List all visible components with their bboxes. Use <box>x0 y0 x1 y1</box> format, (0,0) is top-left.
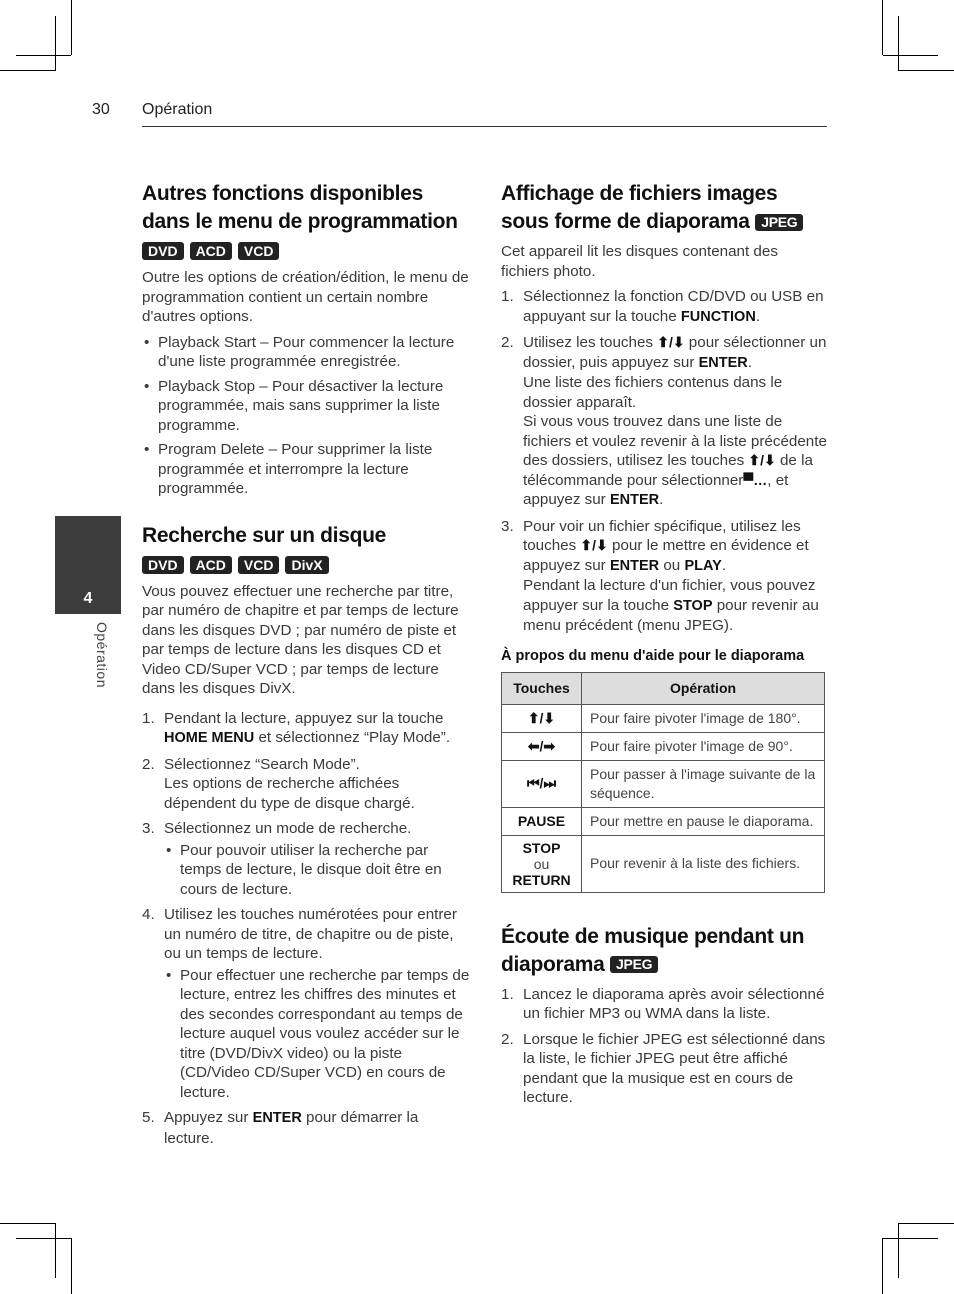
step-text: Lorsque le fichier JPEG est sélectionné dans la liste, le fichier JPEG peut être affiché pendant que la musique est en cours de lecture. <box>523 1030 826 1106</box>
crop-mark <box>882 1238 883 1294</box>
key-separator: ou <box>533 855 550 872</box>
disc-badge: DVD <box>142 556 184 574</box>
list-item <box>501 1030 829 1108</box>
step-number: 3. <box>142 820 155 837</box>
header-rule <box>142 126 827 127</box>
bullet-list <box>142 333 472 499</box>
format-badge: JPEG <box>755 214 803 231</box>
table-row <box>502 704 825 732</box>
disc-badge: ACD <box>190 556 232 574</box>
value-cell: Pour faire pivoter l'image de 90°. <box>582 732 825 760</box>
page-number: 30 <box>92 101 110 118</box>
section-title <box>501 180 829 236</box>
step-text: Si vous vous trouvez dans une liste de fichiers et voulez revenir à la liste précédente des dossiers, utilisez les touches <box>523 413 827 469</box>
crop-mark <box>0 70 55 71</box>
key-label: ENTER <box>698 354 748 371</box>
crop-mark <box>16 1238 71 1239</box>
step-text: Utilisez les touches <box>523 334 658 351</box>
chapter-tab <box>55 516 121 614</box>
table-title: À propos du menu d'aide pour le diaporama <box>501 647 805 664</box>
table-row <box>502 760 825 807</box>
column-header: Opération <box>582 672 825 704</box>
table-row <box>502 807 825 835</box>
paragraph: Cet appareil lit les disques contenant des fichiers photo. <box>501 243 778 280</box>
bullet-list <box>164 966 472 1103</box>
disc-badge: ACD <box>190 242 232 260</box>
disc-badges <box>142 242 472 260</box>
step-list <box>142 709 472 1149</box>
running-header: Opération <box>142 101 213 118</box>
paragraph: Vous pouvez effectuer une recherche par titre, par numéro de chapitre et par temps de lecture dans les disques DVD ; par numéro de piste et par temps de lecture dans les disques CD et Video CD/Super VCD ; par temps de lecture dans les disques DivX. <box>142 582 459 697</box>
value-cell: Pour passer à l'image suivante de la séquence. <box>582 760 825 807</box>
list-item: • Program Delete – Pour supprimer la liste programmée et interrompre la lecture programmée. <box>142 440 472 499</box>
list-item <box>501 287 829 327</box>
step-text: Lancez le diaporama après avoir sélectionné un fichier MP3 ou WMA dans la liste. <box>523 985 825 1022</box>
key-label: ENTER <box>609 557 660 574</box>
step-text: pour le mettre en évidence et appuyez sur <box>523 537 809 574</box>
step-text: Sélectionnez “Search Mode”. <box>164 755 360 773</box>
key-label: STOP <box>522 839 561 856</box>
section-title: Recherche sur un disque <box>142 523 387 547</box>
help-table <box>501 672 825 893</box>
chapter-number: 4 <box>83 590 93 607</box>
step-text: , et appuyez sur <box>523 471 789 508</box>
step-list <box>501 287 829 636</box>
step-text: . <box>755 307 761 325</box>
key-label: ENTER <box>252 1110 302 1126</box>
table-row <box>502 732 825 760</box>
key-cell: ⬆/⬇ <box>502 704 582 732</box>
format-badge: JPEG <box>610 956 658 973</box>
step-text: Utilisez les touches numérotées pour entrer un numéro de titre, de chapitre ou de piste, ou un temps de lecture. <box>164 906 457 962</box>
step-text: pour revenir au menu précédent (menu JPEG). <box>523 596 819 634</box>
step-number: 5. <box>142 1109 155 1126</box>
list-item <box>142 755 472 814</box>
step-text: Pendant la lecture d'un fichier, vous pouvez appuyer sur la touche <box>523 577 816 614</box>
step-text: . <box>659 491 664 508</box>
list-item <box>501 985 829 1024</box>
section-title: Autres fonctions disponibles dans le menu de programmation <box>142 182 458 233</box>
list-item <box>142 819 472 899</box>
paragraph: Outre les options de création/édition, le menu de programmation contient un certain nombre d'autres options. <box>142 269 469 325</box>
key-label: ENTER <box>609 492 660 508</box>
section-title-text: Affichage de fichiers images sous forme de diaporama <box>501 182 778 233</box>
step-text: et sélectionnez “Play Mode”. <box>254 729 451 746</box>
key-label: PLAY <box>684 557 722 574</box>
bullet-list <box>164 841 472 900</box>
key-cell: ⏮/⏭ <box>502 760 582 807</box>
step-text: Sélectionnez un mode de recherche. <box>164 820 412 837</box>
step-number: 3. <box>501 517 514 535</box>
crop-mark <box>898 16 899 71</box>
disc-badge: DVD <box>142 242 184 260</box>
crop-mark <box>883 1238 938 1239</box>
crop-mark <box>899 1223 954 1224</box>
value-cell: Pour revenir à la liste des fichiers. <box>582 835 825 892</box>
step-text: Pendant la lecture, appuyez sur la touche <box>164 709 444 727</box>
column-header: Touches <box>502 672 582 704</box>
step-text: ou <box>659 556 685 574</box>
key-label: HOME MENU <box>164 730 255 746</box>
crop-mark <box>71 0 72 55</box>
key-cell <box>502 835 582 892</box>
disc-badge: DivX <box>285 556 328 574</box>
up-down-arrows-icon: ⬆/⬇ <box>657 334 685 350</box>
step-list <box>501 985 829 1108</box>
list-item <box>501 517 829 636</box>
crop-mark <box>899 70 954 71</box>
table-header-row <box>502 672 825 704</box>
step-number: 4. <box>142 906 155 923</box>
step-text: Une liste des fichiers contenus dans le dossier apparaît. <box>523 374 783 411</box>
left-column <box>142 180 472 1154</box>
chapter-label: Opération <box>94 622 110 688</box>
crop-mark <box>55 16 56 71</box>
disc-badge: VCD <box>238 242 280 260</box>
step-number: 1. <box>142 709 155 727</box>
step-number: 2. <box>142 755 155 773</box>
section-title <box>501 923 829 979</box>
crop-mark <box>55 1223 56 1278</box>
right-column <box>501 180 829 1114</box>
step-text: Sélectionnez la fonction CD/DVD ou USB en appuyant sur la touche <box>523 288 824 325</box>
step-text <box>523 412 829 511</box>
up-down-arrows-icon: ⬆/⬇ <box>748 452 776 468</box>
up-down-arrows-icon: ⬆/⬇ <box>580 537 608 553</box>
crop-mark <box>898 1223 899 1278</box>
crop-mark <box>16 55 71 56</box>
list-item: • Pour effectuer une recherche par temps de lecture, entrez les chiffres des minutes et des secondes correspondant au temps de lecture auquel vous voulez accéder sur le titre (DVD/DivX video) ou la piste (CD/Video CD/Super VCD) en cours de lecture. <box>164 966 472 1103</box>
list-item: • Playback Stop – Pour désactiver la lecture programmée, mais sans supprimer la liste programme. <box>142 377 472 436</box>
crop-mark <box>71 1238 72 1294</box>
disc-badges <box>142 556 472 574</box>
disc-badge: VCD <box>238 556 280 574</box>
step-text: pour sélectionner un dossier, puis appuyez sur <box>523 334 827 371</box>
step-number: 1. <box>501 985 514 1003</box>
folder-icon: ▀… <box>743 471 768 488</box>
list-item: • Playback Start – Pour commencer la lecture d'une liste programmée enregistrée. <box>142 333 472 372</box>
key-cell: PAUSE <box>502 807 582 835</box>
step-text <box>523 576 829 636</box>
list-item <box>501 333 829 511</box>
list-item <box>142 709 472 749</box>
list-item <box>142 905 472 1102</box>
step-text: Pour voir un fichier spécifique, utilisez les touches <box>523 517 801 554</box>
value-cell: Pour faire pivoter l'image de 180°. <box>582 704 825 732</box>
section-title-text: Écoute de musique pendant un diaporama <box>501 924 805 976</box>
key-label: FUNCTION <box>680 308 756 325</box>
table-row <box>502 835 825 892</box>
step-text: Appuyez sur <box>164 1109 253 1126</box>
key-label: RETURN <box>512 871 571 888</box>
value-cell: Pour mettre en pause le diaporama. <box>582 807 825 835</box>
list-item <box>142 1108 472 1148</box>
step-number: 2. <box>501 334 514 351</box>
step-text: Les options de recherche affichées dépendent du type de disque chargé. <box>164 775 415 812</box>
crop-mark <box>0 1223 55 1224</box>
step-number: 2. <box>501 1030 514 1048</box>
step-text: de la télécommande pour sélectionner <box>523 452 813 489</box>
step-number: 1. <box>501 288 514 305</box>
crop-mark <box>883 55 938 56</box>
step-text: . <box>747 353 752 371</box>
step-text: . <box>721 556 727 574</box>
step-text: pour démarrer la lecture. <box>164 1109 419 1147</box>
crop-mark <box>882 0 883 55</box>
key-cell: ⬅/➡ <box>502 732 582 760</box>
key-label: STOP <box>673 597 713 614</box>
list-item: • Pour pouvoir utiliser la recherche par temps de lecture, le disque doit être en cours de lecture. <box>164 841 472 900</box>
